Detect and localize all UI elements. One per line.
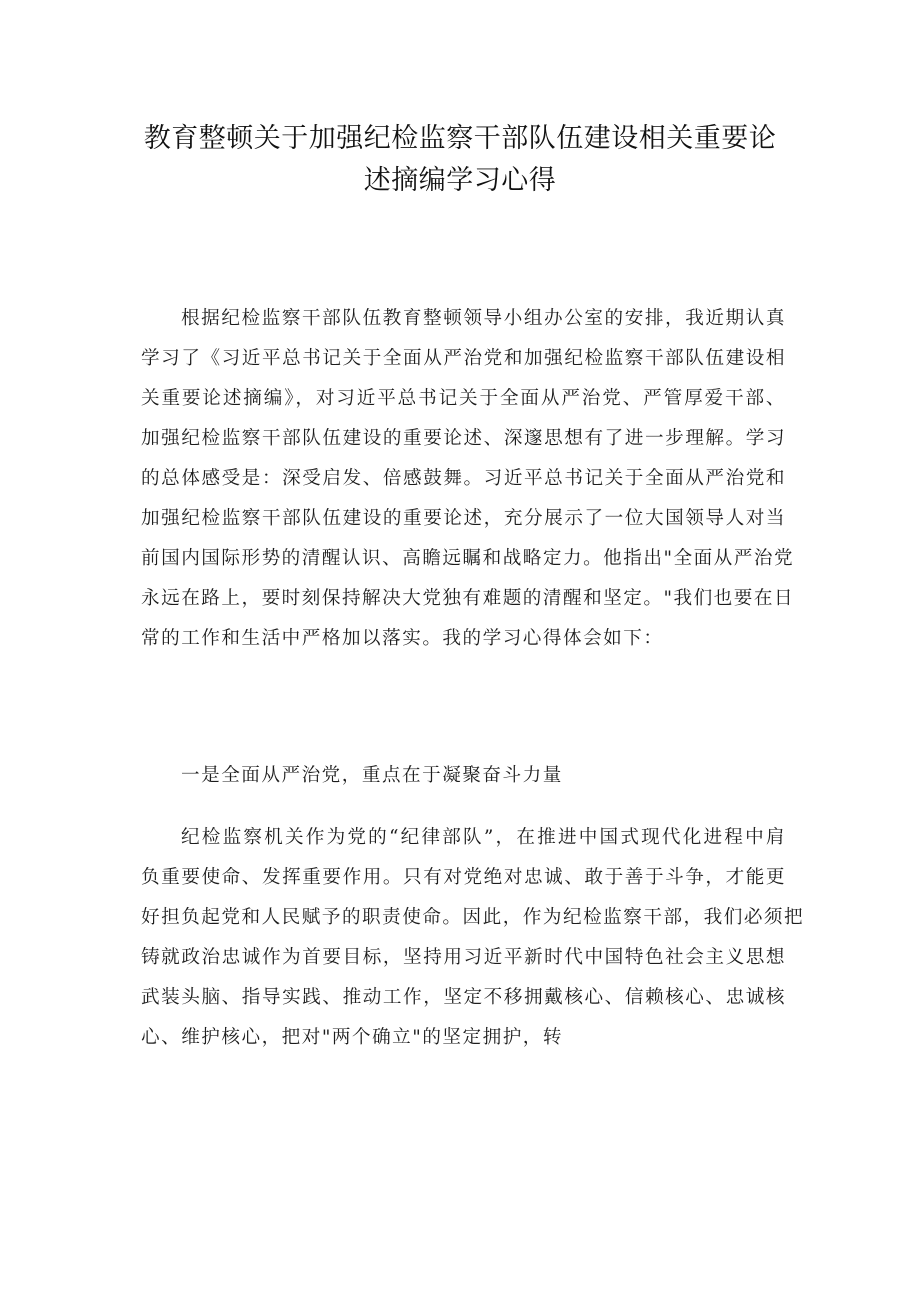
paragraph-line: 铸就政治忠诚作为首要目标，坚持用习近平新时代中国特色社会主义思想 bbox=[141, 947, 786, 968]
paragraph-line: 永远在路上，要时刻保持解决大党独有难题的清醒和坚定。"我们也要在日 bbox=[141, 588, 795, 609]
paragraph-line: 心、维护核心，把对"两个确立"的坚定拥护，转 bbox=[141, 1027, 563, 1048]
paragraph-line: 常的工作和生活中严格加以落实。我的学习心得体会如下： bbox=[141, 628, 664, 649]
paragraph-intro bbox=[141, 299, 795, 659]
paragraph-line: 负重要使命、发挥重要作用。只有对党绝对忠诚、敢于善于斗争，才能更 bbox=[141, 867, 786, 888]
paragraph-body bbox=[141, 818, 805, 1058]
paragraph-line: 根据纪检监察干部队伍教育整顿领导小组办公室的安排，我近期认真 bbox=[181, 308, 786, 329]
title-line: 述摘编学习心得 bbox=[363, 165, 557, 196]
paragraph-line: 学习了《习近平总书记关于全面从严治党和加强纪检监察干部队伍建设相 bbox=[141, 348, 786, 369]
paragraph-line: 好担负起党和人民赋予的职责使命。因此，作为纪检监察干部，我们必须把 bbox=[141, 907, 805, 928]
section-heading: 一是全面从严治党，重点在于凝聚奋斗力量 bbox=[181, 765, 563, 786]
paragraph-line: 加强纪检监察干部队伍建设的重要论述，充分展示了一位大国领导人对当 bbox=[141, 508, 786, 529]
paragraph-line: 前国内国际形势的清醒认识、高瞻远瞩和战略定力。他指出"全面从严治党 bbox=[141, 548, 795, 569]
title-line: 教育整顿关于加强纪检监察干部队伍建设相关重要论 bbox=[143, 123, 777, 154]
paragraph-line: 关重要论述摘编》，对习近平总书记关于全面从严治党、严管厚爱干部、 bbox=[141, 388, 786, 409]
paragraph-line: 纪检监察机关作为党的“纪律部队”，在推进中国式现代化进程中肩 bbox=[181, 827, 786, 848]
document-title bbox=[140, 118, 780, 202]
paragraph-line: 的总体感受是：深受启发、倍感鼓舞。习近平总书记关于全面从严治党和 bbox=[141, 468, 786, 489]
paragraph-line: 加强纪检监察干部队伍建设的重要论述、深邃思想有了进一步理解。学习 bbox=[141, 428, 786, 449]
paragraph-line: 武装头脑、指导实践、推动工作，坚定不移拥戴核心、信赖核心、忠诚核 bbox=[141, 987, 786, 1008]
